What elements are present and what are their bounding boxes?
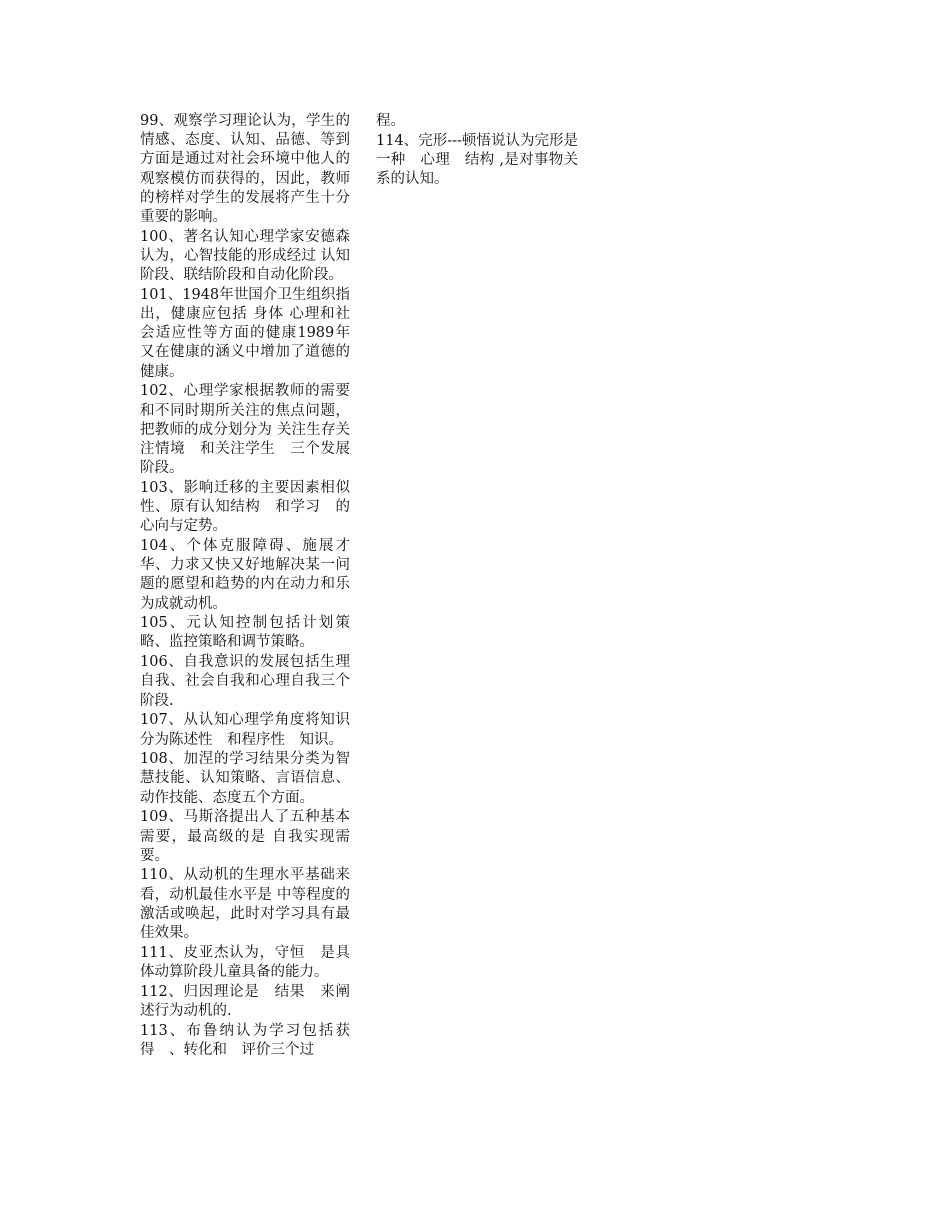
item-102: 102、心理学家根据教师的需要和不同时期所关注的焦点问题，把教师的成分划分为 关注生存关注情境 和关注学生 三个发展阶段。 [140, 383, 350, 477]
item-107: 107、从认知心理学角度将知识分为陈述性 和程序性 知识。 [140, 712, 350, 748]
right-column [376, 112, 578, 190]
item-113: 113、布鲁纳认为学习包括获得 、转化和 评价三个过 [140, 1022, 350, 1058]
item-99: 99、观察学习理论认为，学生的情感、态度、认知、品德、等到方面是通过对社会环境中他人的观察模仿而获得的，因此，教师的榜样对学生的发展将产生十分重要的影响。 [140, 113, 350, 226]
item-114: 114、完形---顿悟说认为完形是一种 心理 结构 ,是对事物关系的认知。 [376, 132, 578, 188]
item-106: 106、自我意识的发展包括生理自我、社会自我和心理自我三个阶段. [140, 654, 350, 709]
item-109: 109、马斯洛提出人了五种基本需要，最高级的是 自我实现需要。 [140, 809, 350, 864]
item-103: 103、影响迁移的主要因素相似性、原有认知结构 和学习 的心向与定势。 [140, 479, 350, 535]
item-110: 110、从动机的生理水平基础来看，动机最佳水平是 中等程度的激活或唤起，此时对学习具有最佳效果。 [140, 867, 350, 942]
item-105: 105、元认知控制包括计划策略、监控策略和调节策略。 [140, 615, 350, 651]
item-111: 111、皮亚杰认为，守恒 是具体动算阶段儿童具备的能力。 [140, 944, 350, 980]
item-101: 101、1948年世国介卫生组织指出，健康应包括 身体 心理和社会适应性等方面的健康1989年又在健康的涵义中增加了道德的健康。 [140, 286, 350, 380]
item-100: 100、著名认知心理学家安德森认为，心智技能的形成经过 认知阶段、联结阶段和自动化阶段。 [140, 228, 350, 284]
item-113-continued: 程。 [376, 113, 405, 129]
left-column [140, 112, 350, 1060]
item-112: 112、归因理论是 结果 来阐述行为动机的. [140, 983, 350, 1019]
item-108: 108、加涅的学习结果分类为智慧技能、认知策略、言语信息、动作技能、态度五个方面。 [140, 751, 350, 806]
item-104: 104、个体克服障碍、施展才华、力求又快又好地解决某一问题的愿望和趋势的内在动力和乐为成就动机。 [140, 537, 350, 612]
